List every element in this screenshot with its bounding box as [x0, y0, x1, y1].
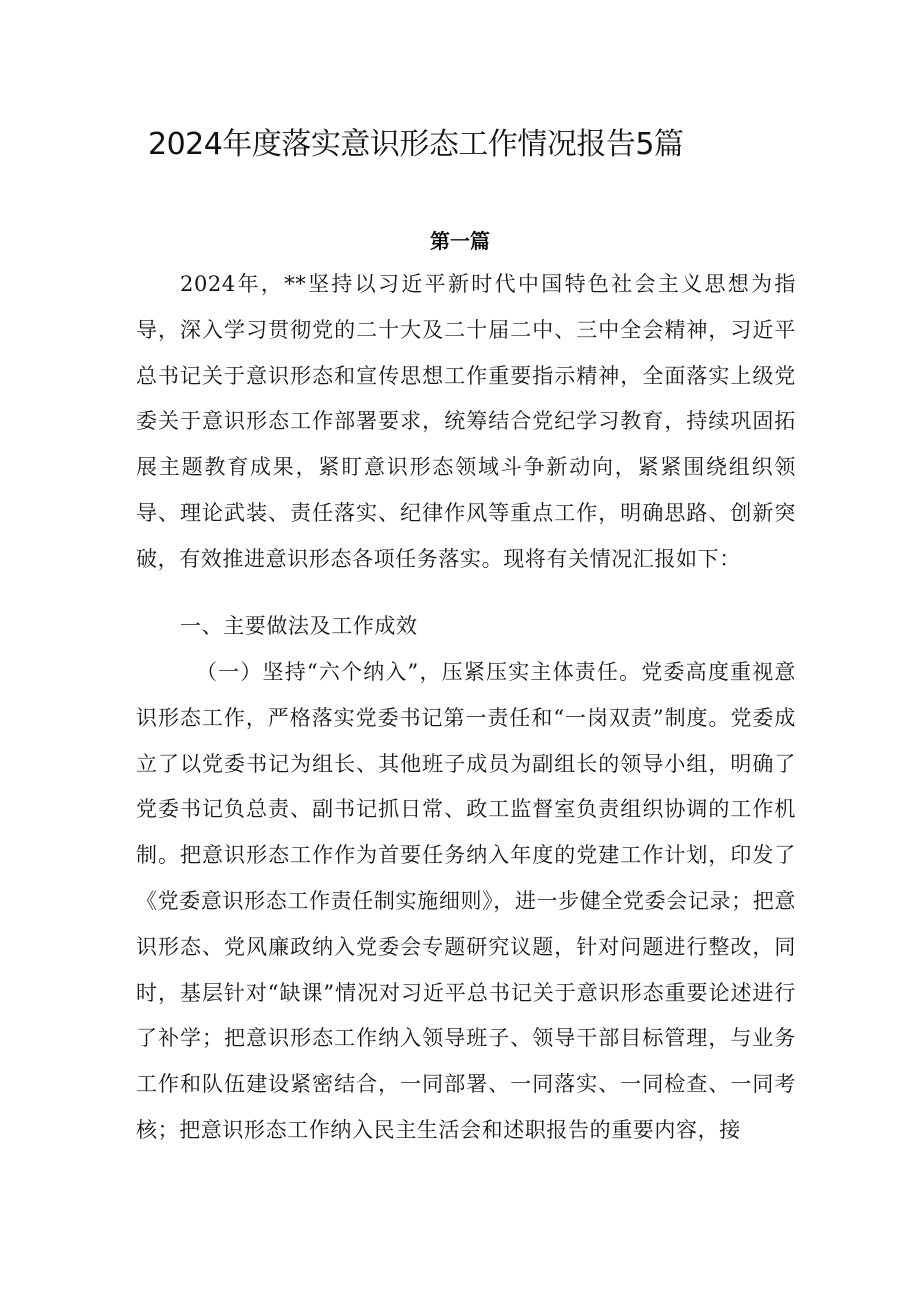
document-title: 2024年度落实意识形态工作情况报告5篇 [148, 127, 684, 162]
intro-paragraph: 2024年，**坚持以习近平新时代中国特色社会主义思想为指导，深入学习贯彻党的二十大及二十届二中、三中全会精神，习近平总书记关于意识形态和宣传思想工作重要指示精神，全面落实上级党委关于意识形态工作部署要求，统筹结合党纪学习教育，持续巩固拓展主题教育成果，紧盯意识形态领域斗争新动向，紧紧围绕组织领导、理论武装、责任落实、纪律作风等重点工作，明确思路、创新突破，有效推进意识形态各项任务落实。现将有关情况汇报如下： [136, 272, 796, 571]
body-paragraph: （一）坚持“六个纳入”，压紧压实主体责任。党委高度重视意识形态工作，严格落实党委书记第一责任和“一岗双责”制度。党委成立了以党委书记为组长、其他班子成员为副组长的领导小组，明确了党委书记负总责、副书记抓日常、政工监督室负责组织协调的工作机制。把意识形态工作作为首要任务纳入年度的党建工作计划，印发了《党委意识形态工作责任制实施细则》，进一步健全党委会记录；把意识形态、党风廉政纳入党委会专题研究议题，针对问题进行整改，同时，基层针对“缺课”情况对习近平总书记关于意识形态重要论述进行了补学；把意识形态工作纳入领导班子、领导干部目标管理，与业务工作和队伍建设紧密结合，一同部署、一同落实、一同检查、一同考核；把意识形态工作纳入民主生活会和述职报告的重要内容，接 [136, 660, 796, 1142]
subsection-heading: 一、主要做法及工作成效 [180, 614, 418, 638]
section-heading: 第一篇 [430, 229, 490, 253]
